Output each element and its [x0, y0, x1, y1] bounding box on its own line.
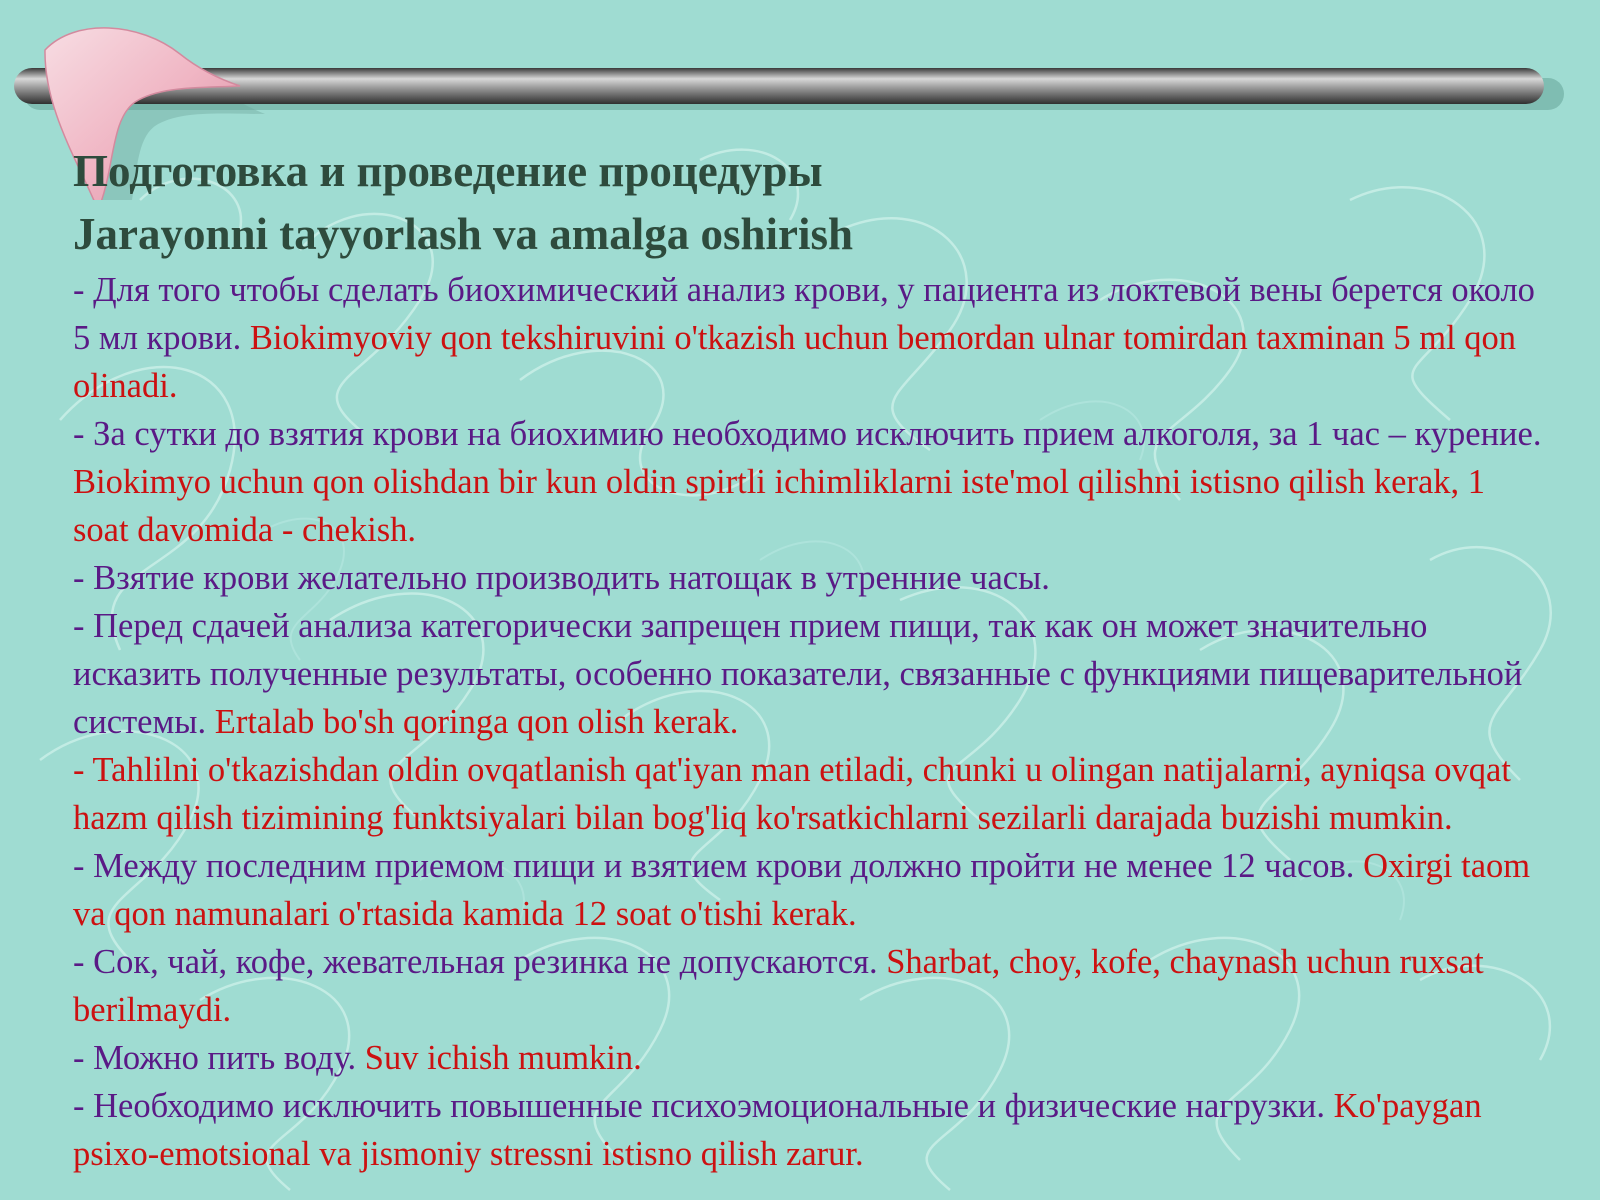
- paragraph-russian: - Можно пить воду.: [73, 1039, 357, 1077]
- paragraph-uzbek: Ko'paygan psixo-emotsional va jismoniy stressni istisno qilish zarur.: [73, 1087, 1482, 1173]
- slide-body: [73, 266, 1543, 1178]
- paragraph-9: [73, 1082, 1543, 1178]
- paragraph-russian: - За сутки до взятия крови на биохимию необходимо исключить прием алкоголя, за 1 час – курение.: [73, 415, 1542, 453]
- paragraph-russian: - Необходимо исключить повышенные психоэмоциональные и физические нагрузки.: [73, 1087, 1325, 1125]
- header-rod: [14, 68, 1544, 104]
- paragraph-uzbek: - Tahlilni o'tkazishdan oldin ovqatlanish qat'iyan man etiladi, chunki u olingan natijalarni, ayniqsa ovqat hazm qilish tizimining funktsiyalari bilan bog'liq ko'rsatkichlarni sezilarli darajada buzishi mumkin.: [73, 751, 1511, 837]
- paragraph-russian: - Перед сдачей анализа категорически запрещен прием пищи, так как он может значительно исказить полученные результаты, особенно показатели, связанные с функциями пищеварительной системы.: [73, 607, 1523, 741]
- paragraph-6: [73, 842, 1543, 938]
- paragraph-3: [73, 554, 1543, 602]
- paragraph-uzbek: Biokimyoviy qon tekshiruvini o'tkazish uchun bemordan ulnar tomirdan taxminan 5 ml qon olinadi.: [73, 319, 1517, 405]
- paragraph-uzbek: Ertalab bo'sh qoringa qon olish kerak.: [214, 703, 739, 741]
- paragraph-2: [73, 410, 1543, 554]
- paragraph-5: [73, 746, 1543, 842]
- paragraph-russian: - Для того чтобы сделать биохимический анализ крови, у пациента из локтевой вены берется около 5 мл крови.: [73, 271, 1535, 357]
- paragraph-8: [73, 1034, 1543, 1082]
- paragraph-russian: - Между последним приемом пищи и взятием крови должно пройти не менее 12 часов.: [73, 847, 1355, 885]
- paragraph-7: [73, 938, 1543, 1034]
- paragraph-1: [73, 266, 1543, 410]
- paragraph-uzbek: Biokimyo uchun qon olishdan bir kun oldin spirtli ichimliklarni iste'mol qilishni istisno qilish kerak, 1 soat davomida - chekish.: [73, 463, 1486, 549]
- paragraph-uzbek: Oxirgi taom va qon namunalari o'rtasida kamida 12 soat o'tishi kerak.: [73, 847, 1531, 933]
- paragraph-uzbek: Sharbat, choy, kofe, chaynash uchun ruxsat berilmaydi.: [73, 943, 1484, 1029]
- slide-title: [73, 140, 1543, 266]
- paragraph-russian: - Сок, чай, кофе, жевательная резинка не допускаются.: [73, 943, 878, 981]
- paragraph-russian: - Взятие крови желательно производить натощак в утренние часы.: [73, 559, 1050, 597]
- paragraph-uzbek: Suv ichish mumkin.: [364, 1039, 642, 1077]
- slide-content: [73, 140, 1543, 1178]
- title-russian: Подготовка и проведение процедуры: [73, 146, 823, 196]
- paragraph-4: [73, 602, 1543, 746]
- title-uzbek: Jarayonni tayyorlash va amalga oshirish: [73, 209, 854, 259]
